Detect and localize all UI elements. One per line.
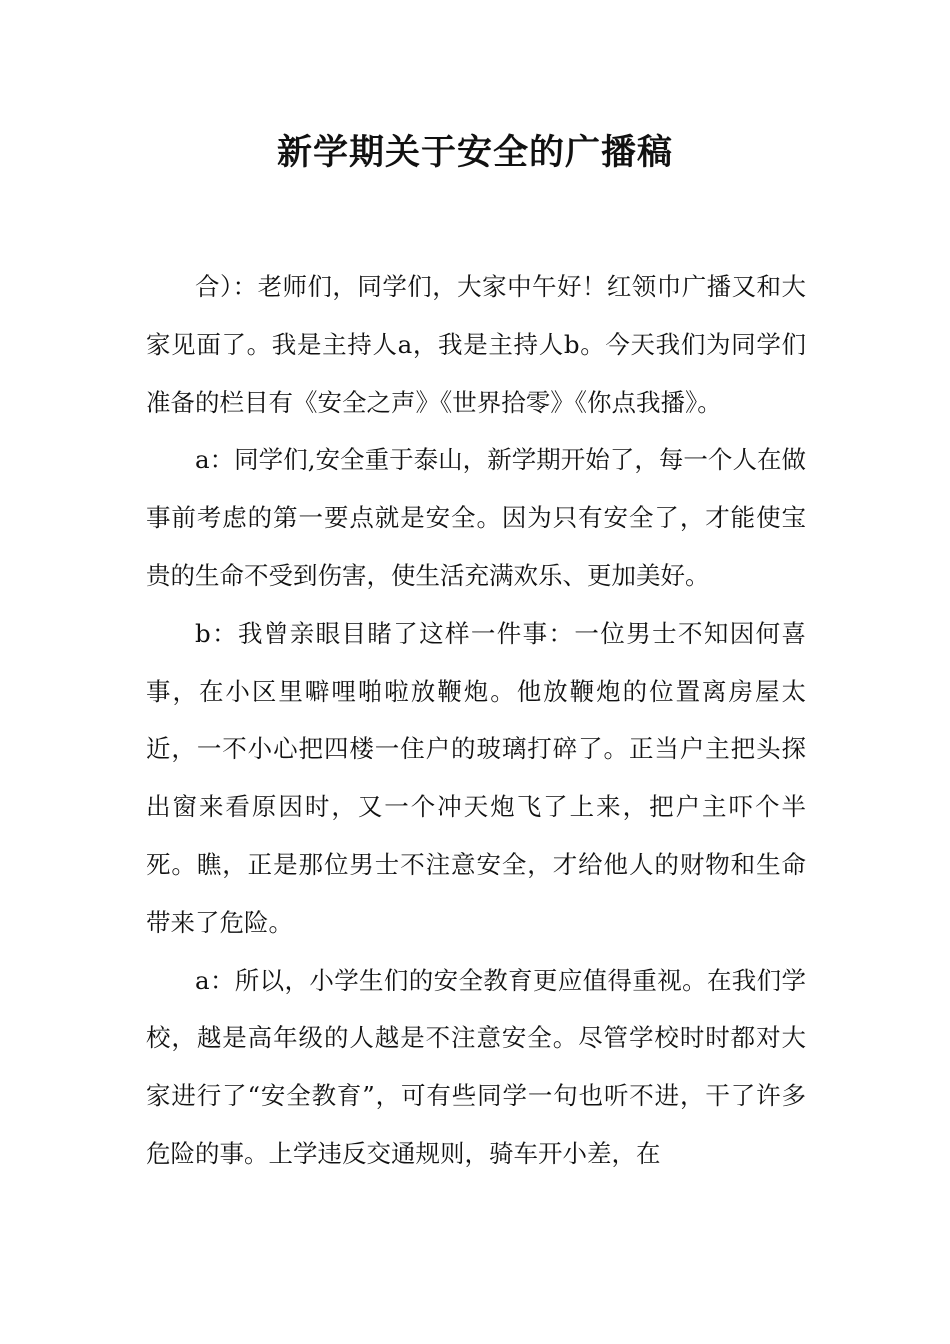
document-body [146, 258, 806, 1183]
paragraph-b-story: b：我曾亲眼目睹了这样一件事：一位男士不知因何喜事，在小区里噼哩啪啦放鞭炮。他放鞭炮的位置离房屋太近，一不小心把四楼一住户的玻璃打碎了。正当户主把头探出窗来看原因时，又一个冲天炮飞了上来，把户主吓个半死。瞧，正是那位男士不注意安全，才给他人的财物和生命带来了危险。 [146, 618, 806, 937]
paragraph-a-education: a：所以，小学生们的安全教育更应值得重视。在我们学校，越是高年级的人越是不注意安全。尽管学校时时都对大家进行了“安全教育”，可有些同学一句也听不进，干了许多危险的事。上学违反交通规则，骑车开小差，在 [146, 965, 806, 1168]
paragraph-a-safety: a：同学们,安全重于泰山，新学期开始了，每一个人在做事前考虑的第一要点就是安全。因为只有安全了，才能使宝贵的生命不受到伤害，使生活充满欢乐、更加美好。 [146, 445, 806, 590]
document-title: 新学期关于安全的广播稿 [276, 133, 673, 173]
paragraph-intro: 合）：老师们，同学们，大家中午好！红领巾广播又和大家见面了。我是主持人a，我是主持人b。今天我们为同学们准备的栏目有《安全之声》《世界拾零》《你点我播》。 [146, 272, 806, 417]
